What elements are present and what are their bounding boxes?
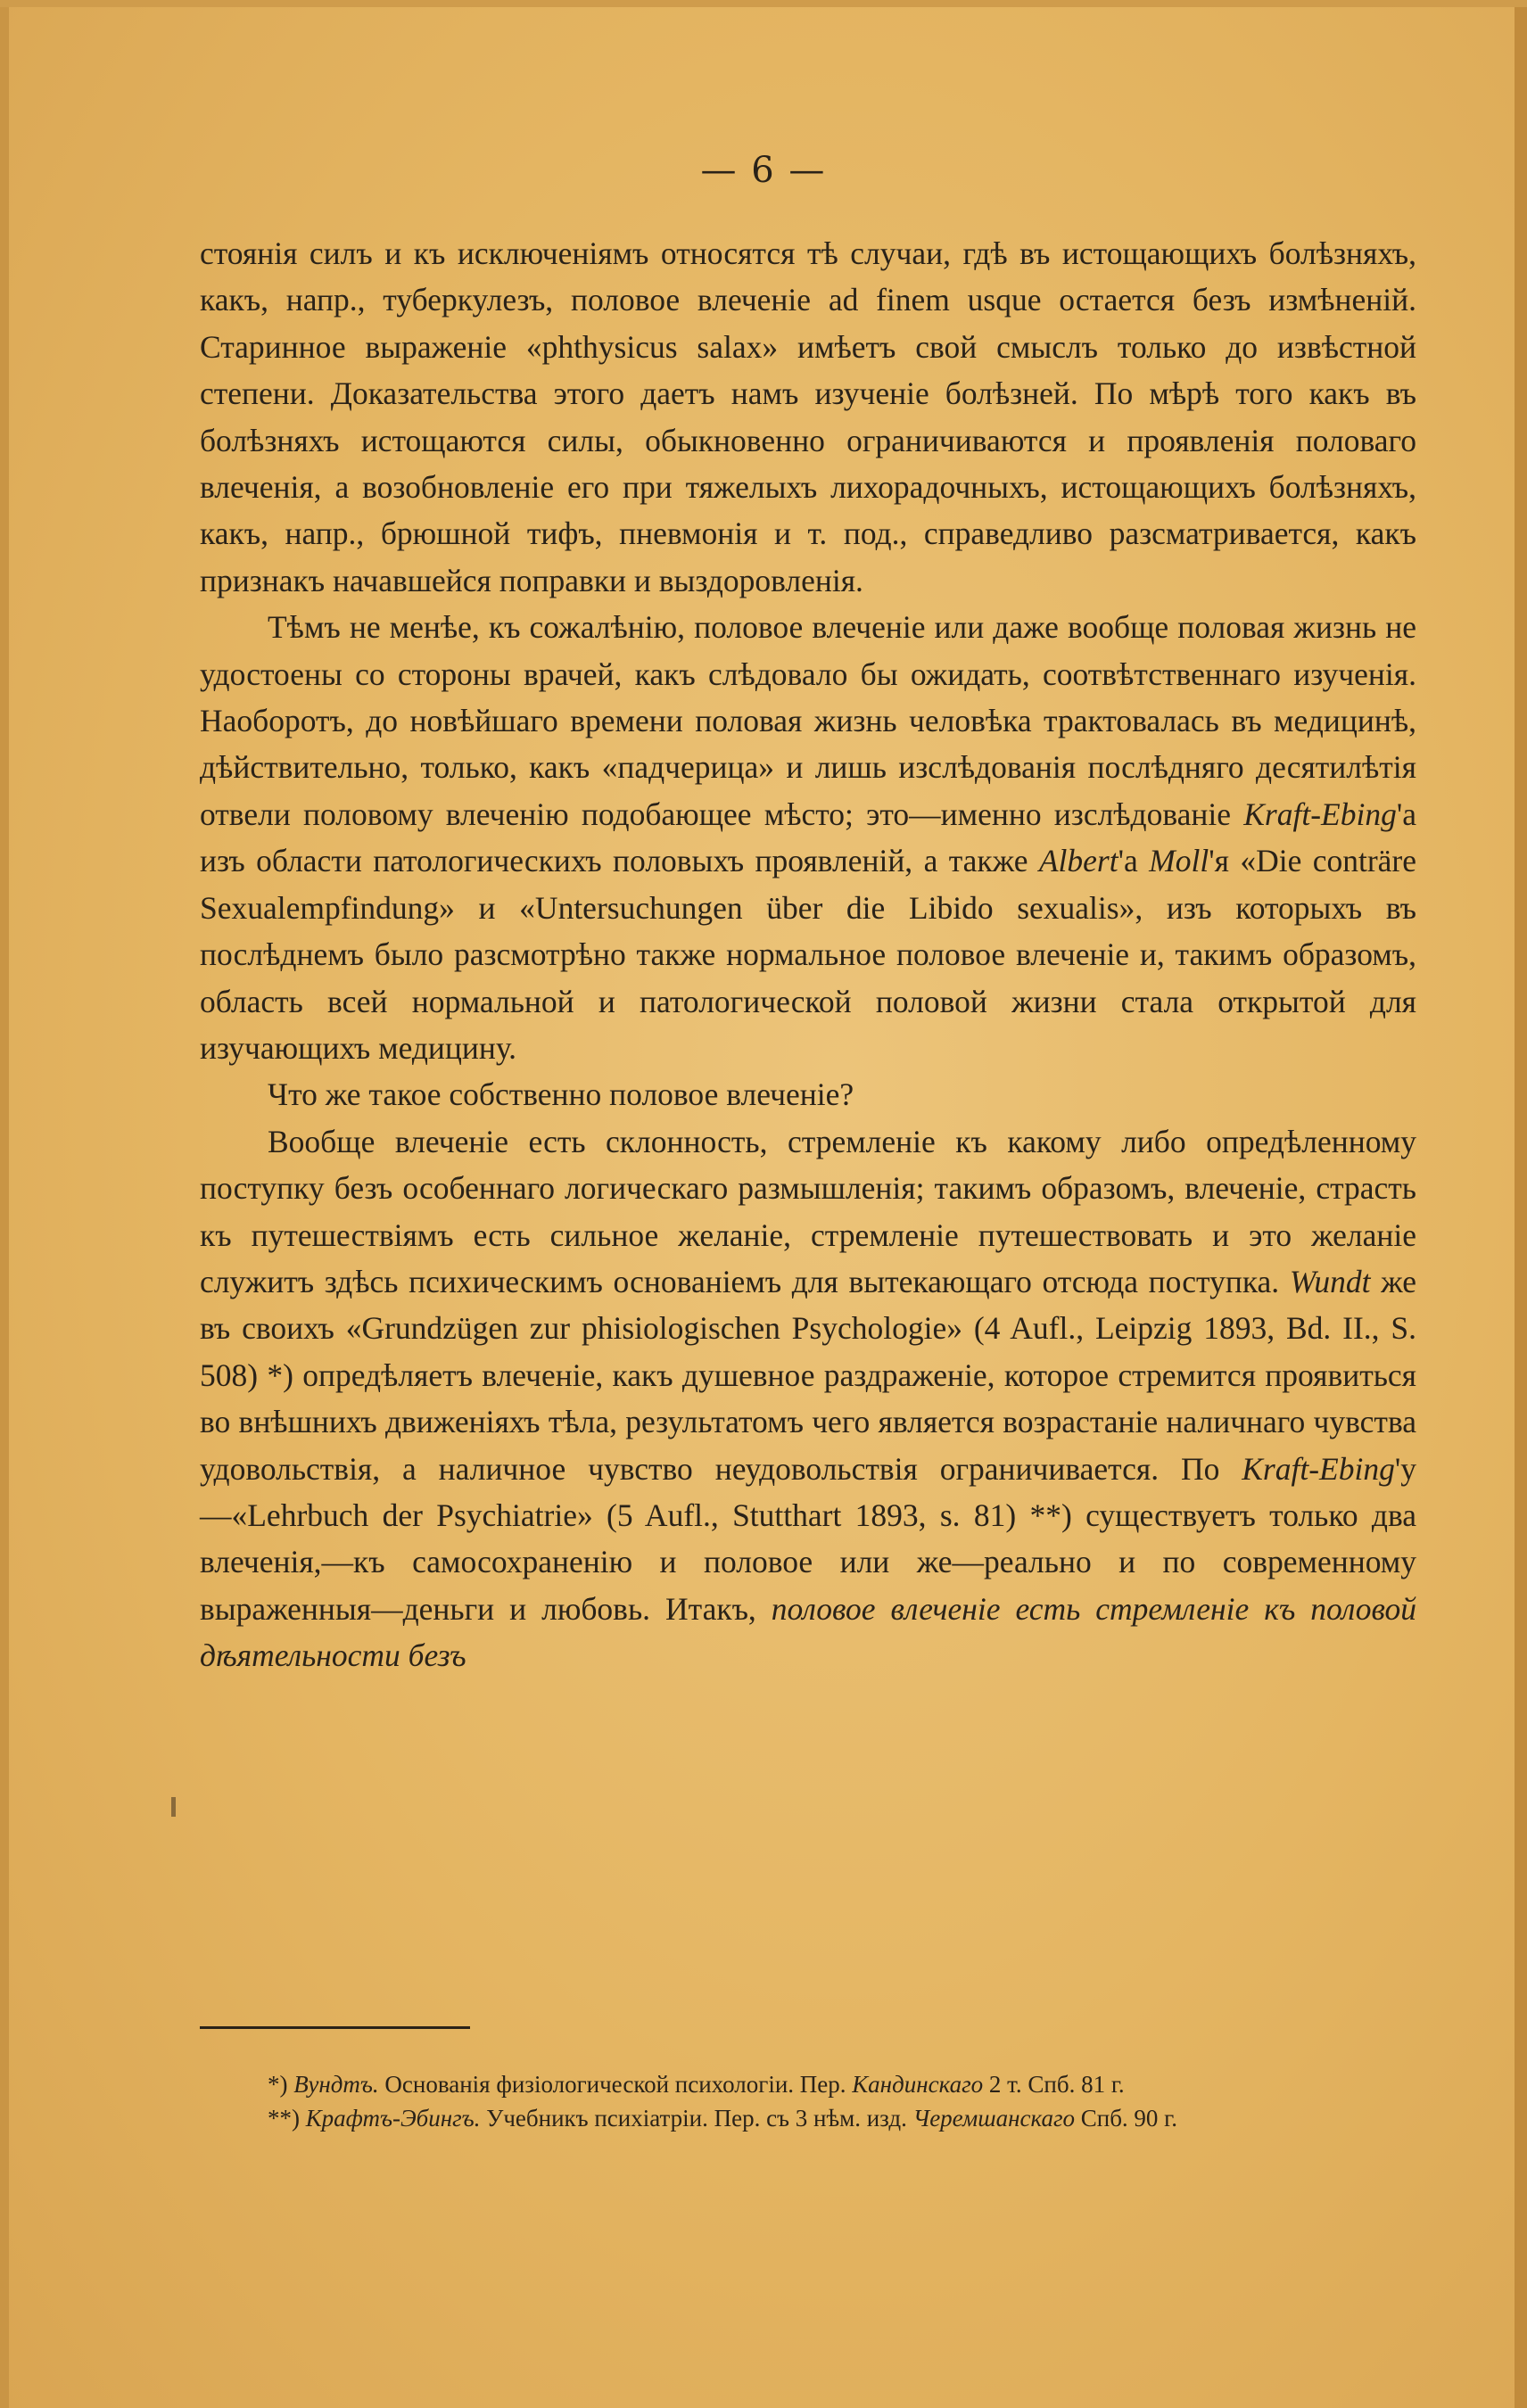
footnote-run: **) <box>268 2105 306 2132</box>
text-run: Wundt <box>1289 1263 1371 1299</box>
paragraph-4 <box>200 1118 1416 1679</box>
text-run: Moll <box>1149 843 1209 879</box>
footnotes <box>200 2067 1416 2135</box>
paragraph-1 <box>200 230 1416 604</box>
page-edge-top <box>0 0 1527 7</box>
footnote-run: 2 т. Спб. 81 г. <box>983 2071 1125 2098</box>
footnote-separator-rule <box>200 2026 470 2029</box>
text-run: Albert <box>1038 843 1118 879</box>
footnote-run: Спб. 90 г. <box>1074 2105 1177 2132</box>
footnote-run: Вундтъ. <box>293 2071 379 2098</box>
footnote-2 <box>200 2101 1416 2135</box>
text-run: Kraft-Ebing <box>1242 1450 1395 1487</box>
text-run: стоянія силъ и къ исключеніямъ относятся тѣ случаи, гдѣ въ истощающихъ болѣзняхъ, какъ, напр., туберкулезъ, половое влеченіе ad finem usque остается безъ измѣненій. Старинное выраженіе «phthysicus salax» имѣетъ свой смыслъ только до извѣстной степени. Доказательства этого даетъ намъ изученіе болѣзней. По мѣрѣ того какъ въ болѣзняхъ истощаются силы, обыкновенно ограничиваются и проявленія половаго влеченія, а возобновленіе его при тяжелыхъ лихорадочныхъ, истощающихъ болѣзняхъ, какъ, напр., брюшной тифъ, пневмонія и т. под., справедливо разсматривается, какъ признакъ начавшейся поправки и выздоровленія. <box>200 235 1416 598</box>
margin-mark <box>171 1797 176 1817</box>
paragraph-3 <box>200 1071 1416 1117</box>
text-run: 'у—«Lehrbuch der Psychiatrie» (5 Aufl., Stutthart 1893, s. 81) **) существуетъ только два влеченія,—къ самосохраненію и половое или же—реально и по современному выраженныя—деньги и любовь. Итакъ, <box>200 1450 1416 1627</box>
page-edge-left <box>0 0 9 2408</box>
text-run: же въ своихъ «Grundzügen zur phisiologischen Psychologie» (4 Aufl., Leipzig 1893, Bd. II., S. 508) *) опредѣляетъ влеченіе, какъ душевное раздраженіе, которое стремится проявиться во внѣшнихъ движеніяхъ тѣла, результатомъ чего является возрастаніе наличнаго чувства удовольствія, а наличное чувство неудовольствія ограничивается. По <box>200 1263 1416 1487</box>
text-run: половое влеченіе есть стремленіе къ половой дѣятельности безъ <box>200 1590 1416 1674</box>
main-text <box>200 230 1416 1679</box>
paragraph-2 <box>200 604 1416 1071</box>
footnote-1 <box>200 2067 1416 2101</box>
footnote-run: Основанія физіологической психологіи. Пер. <box>378 2071 853 2098</box>
footnote-run: Крафтъ-Эбингъ. <box>305 2105 481 2132</box>
text-run: Kraft-Ebing <box>1243 796 1397 832</box>
footnote-run: Кандинскаго <box>852 2071 984 2098</box>
page-edge-right <box>1515 0 1527 2408</box>
footnote-run: *) <box>268 2071 294 2098</box>
text-run: 'а изъ области патологическихъ половыхъ проявленій, а также <box>200 796 1416 879</box>
text-run: Что же такое собственно половое влеченіе? <box>268 1076 854 1113</box>
footnote-run: Учебникъ психіатріи. Пер. съ 3 нѣм. изд. <box>480 2105 913 2132</box>
text-run: Вообще влеченіе есть склонность, стремленіе къ какому либо опредѣленному поступку безъ особеннаго логическаго размышленія; такимъ образомъ, влеченіе, страсть къ путешествіямъ есть сильное желаніе, стремленіе путешествовать и это желаніе служитъ здѣсь психическимъ основаніемъ для вытекающаго отсюда поступка. <box>200 1123 1416 1299</box>
page-number: — 6 — <box>700 150 827 191</box>
text-run: Тѣмъ не менѣе, къ сожалѣнію, половое влеченіе или даже вообще половая жизнь не удостоены со стороны врачей, какъ слѣдовало бы ожидать, соотвѣтственнаго изученія. Наоборотъ, до новѣйшаго времени половая жизнь человѣка трактовалась въ медицинѣ, дѣйствительно, только, какъ «падчерица» и лишь изслѣдованія послѣдняго десятилѣтія отвели половому влеченію подобающее мѣсто; это—именно изслѣдованіе <box>200 609 1416 832</box>
footnote-run: Черемшанскаго <box>912 2105 1075 2132</box>
text-run: 'я «Die conträre Sexualempfindung» и «Untersuchungen über die Libido sexualis», изъ которыхъ въ послѣднемъ было разсмотрѣно также нормальное половое влеченіе и, такимъ образомъ, область всей нормальной и патологической половой жизни стала открытой для изучающихъ медицину. <box>200 843 1416 1066</box>
text-run: 'а <box>1118 843 1150 879</box>
